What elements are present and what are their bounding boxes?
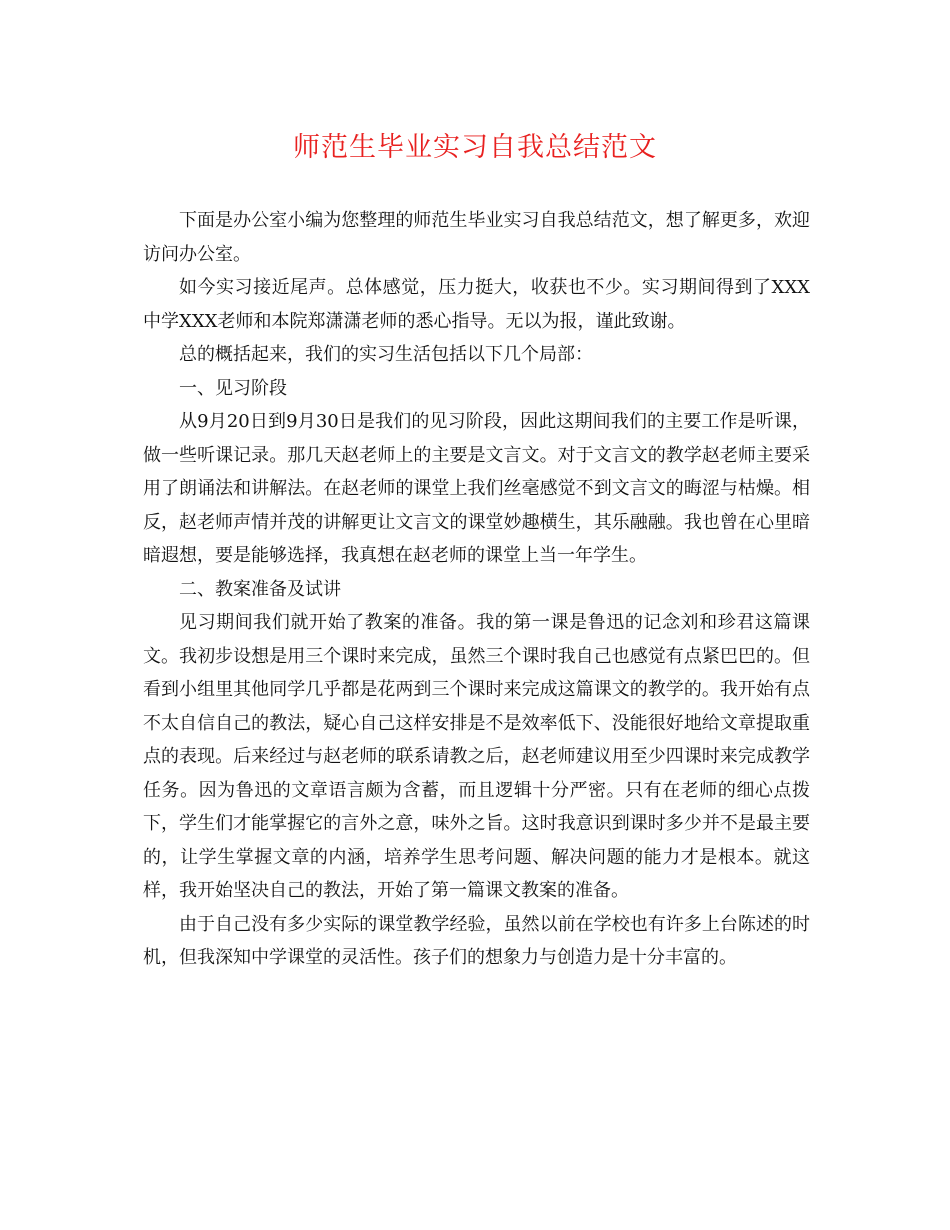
paragraph-summary: 总的概括起来，我们的实习生活包括以下几个局部： (179, 344, 593, 365)
document-title: 师范生毕业实习自我总结范文 (293, 132, 657, 163)
paragraph-lesson-plan: 见习期间我们就开始了教案的准备。我的第一课是鲁迅的记念刘和珍君这篇课文。我初步设想是用三个课时来完成，虽然三个课时我自己也感觉有点紧巴巴的。但看到小组里其他同学几乎都是花两到三个课时来完成这篇课文的教学的。我开始有点不太自信自己的教法，疑心自己这样安排是不是效率低下、没能很好地给文章提取重点的表现。后来经过与赵老师的联系请教之后，赵老师建议用至少四课时来完成教学任务。因为鲁迅的文章语言颇为含蓄，而且逻辑十分严密。只有在老师的细心点拨下，学生们才能掌握它的言外之意，味外之旨。这时我意识到课时多少并不是最主要的，让学生掌握文章的内涵，培养学生思考问题、解决问题的能力才是根本。就这样，我开始坚决自己的教法，开始了第一篇课文教案的准备。 (143, 612, 810, 901)
paragraph-intro: 下面是办公室小编为您整理的师范生毕业实习自我总结范文，想了解更多，欢迎访问办公室。 (143, 210, 810, 265)
document-body (143, 204, 810, 975)
section-heading-observation: 一、见习阶段 (179, 377, 287, 399)
paragraph-thanks: 如今实习接近尾声。总体感觉，压力挺大，收获也不少。实习期间得到了XXX中学XXX老师和本院郑潇潇老师的悉心指导。无以为报，谨此致谢。 (143, 277, 810, 332)
paragraph-experience: 由于自己没有多少实际的课堂教学经验，虽然以前在学校也有许多上台陈述的时机，但我深知中学课堂的灵活性。孩子们的想象力与创造力是十分丰富的。 (143, 913, 810, 968)
paragraph-observation: 从9月20日到9月30日是我们的见习阶段，因此这期间我们的主要工作是听课，做一些听课记录。那几天赵老师上的主要是文言文。对于文言文的教学赵老师主要采用了朗诵法和讲解法。在赵老师的课堂上我们丝毫感觉不到文言文的晦涩与枯燥。相反，赵老师声情并茂的讲解更让文言文的课堂妙趣横生，其乐融融。我也曾在心里暗暗遐想，要是能够选择，我真想在赵老师的课堂上当一年学生。 (143, 411, 810, 566)
section-heading-lesson-plan: 二、教案准备及试讲 (179, 578, 341, 600)
